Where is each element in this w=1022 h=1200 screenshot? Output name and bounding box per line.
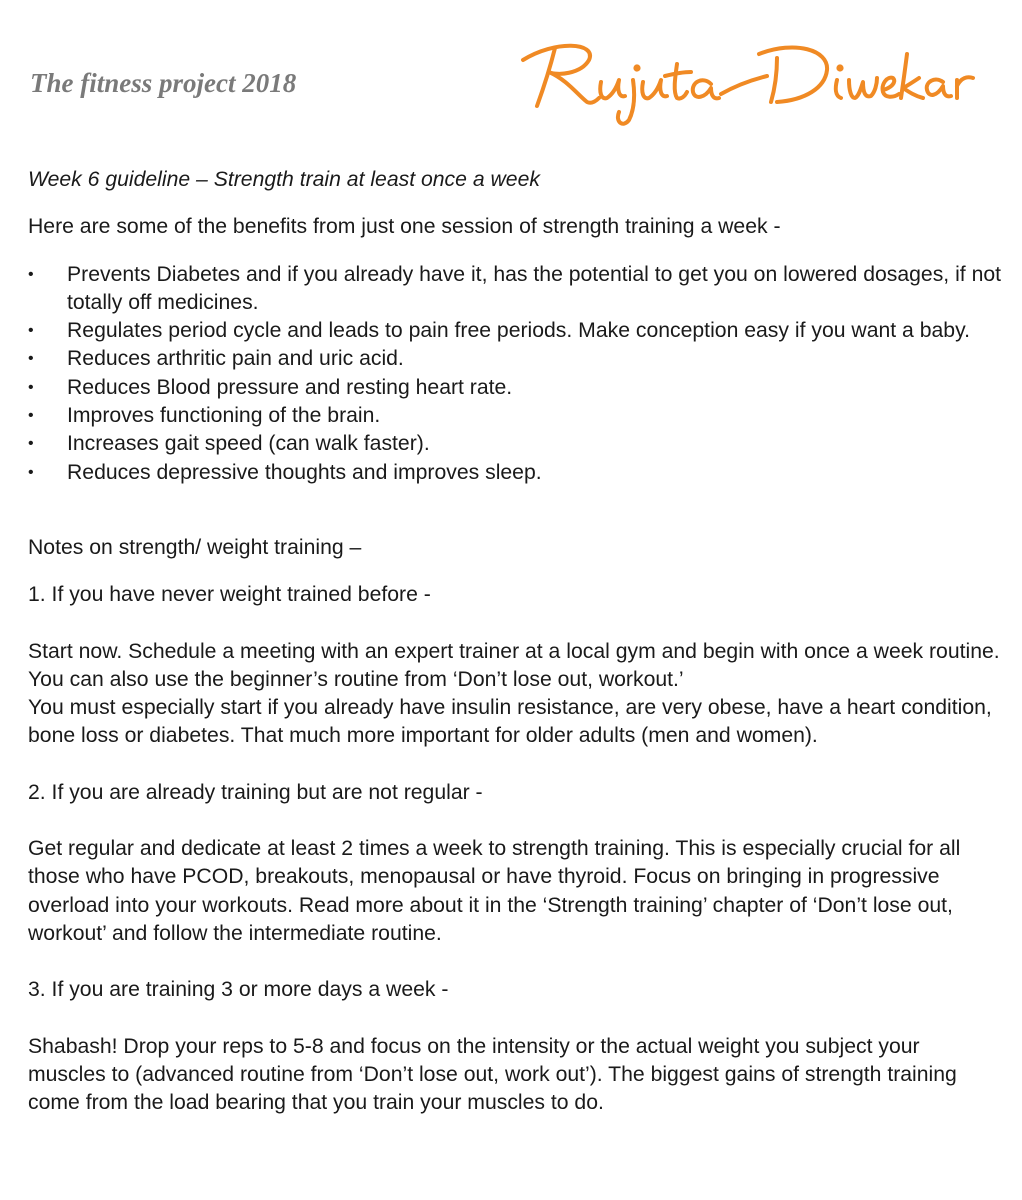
section-3-paragraph-1: Shabash! Drop your reps to 5-8 and focus on the intensity or the actual weight you subject your muscles to (advanced routine from ‘Don’t lose out, work out’). The biggest gains of strength training come from the load bearing that you train your muscles to do.: [28, 1034, 957, 1115]
logo-text: Rujuta Diwekar: [515, 14, 522, 15]
list-item: • Reduces depressive thoughts and improves sleep.: [28, 459, 1003, 487]
rujuta-diwekar-signature-logo: [515, 14, 975, 129]
week-guideline: Week 6 guideline – Strength train at least once a week: [28, 168, 540, 191]
page-header: [0, 0, 1022, 140]
project-title: The fitness project 2018: [30, 68, 297, 98]
section-1-paragraph-1: Start now. Schedule a meeting with an expert trainer at a local gym and begin with once a week routine. You can also use the beginner’s routine from ‘Don’t lose out, workout.’: [28, 639, 1000, 691]
bullet-icon: •: [28, 350, 34, 368]
section-1-heading: 1. If you have never weight trained before -: [28, 583, 431, 607]
bullet-icon: •: [28, 265, 34, 283]
list-item: • Regulates period cycle and leads to pain free periods. Make conception easy if you want a baby.: [28, 317, 1003, 345]
list-item: • Reduces Blood pressure and resting heart rate.: [28, 374, 1003, 402]
bullet-icon: •: [28, 378, 34, 396]
benefits-intro: Here are some of the benefits from just one session of strength training a week -: [28, 215, 781, 239]
section-2-paragraph-1: Get regular and dedicate at least 2 times a week to strength training. This is especially crucial for all those who have PCOD, breakouts, menopausal or have thyroid. Focus on bringing in progressive overload into your workouts. Read more about it in the ‘Strength training’ chapter of ‘Don’t lose out, workout’ and follow the intermediate routine.: [28, 837, 961, 945]
bullet-icon: •: [28, 322, 34, 340]
notes-heading: Notes on strength/ weight training –: [28, 535, 362, 559]
list-item: • Improves functioning of the brain.: [28, 402, 1003, 430]
list-item: • Reduces arthritic pain and uric acid.: [28, 345, 1003, 373]
document-body: [28, 166, 1003, 1117]
bullet-icon: •: [28, 463, 34, 481]
list-item: • Increases gait speed (can walk faster).: [28, 430, 1003, 458]
bullet-icon: •: [28, 435, 34, 453]
section-1-paragraph-2: You must especially start if you already have insulin resistance, are very obese, have a heart condition, bone loss or diabetes. That much more important for older adults (men and women).: [28, 696, 992, 748]
bullet-icon: •: [28, 407, 34, 425]
section-2-heading: 2. If you are already training but are not regular -: [28, 780, 483, 804]
benefits-list: [28, 261, 1003, 487]
section-3-heading: 3. If you are training 3 or more days a week -: [28, 978, 449, 1002]
list-item: • Prevents Diabetes and if you already have it, has the potential to get you on lowered dosages, if not totally off medicines.: [28, 262, 1002, 314]
